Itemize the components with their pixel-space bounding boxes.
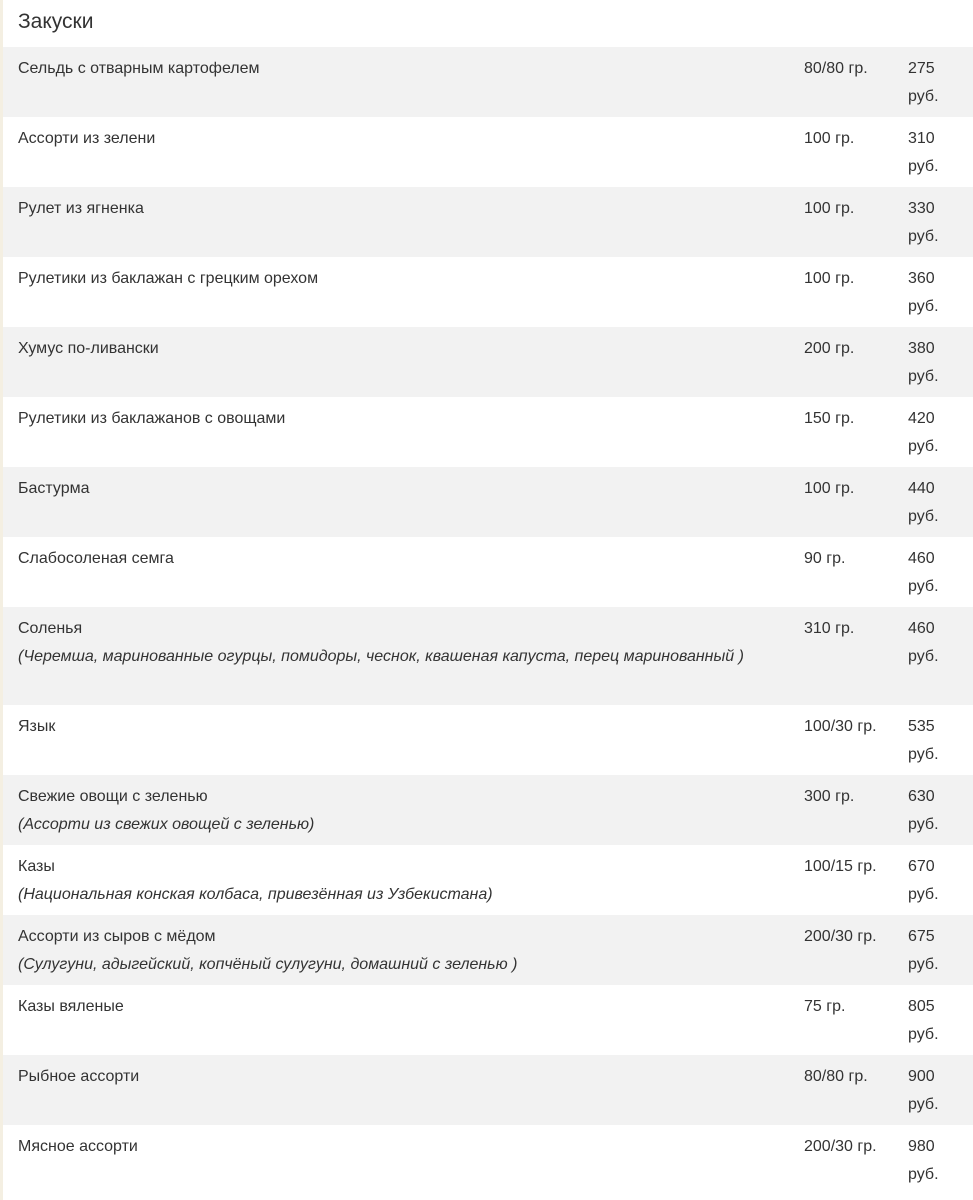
item-currency: руб. — [908, 298, 939, 315]
menu-row — [3, 47, 973, 117]
item-description: (Ассорти из свежих овощей с зеленью) — [18, 816, 315, 833]
item-name: Сельдь с отварным картофелем — [18, 60, 260, 77]
item-description: (Национальная конская колбаса, привезённая из Узбекистана) — [18, 886, 493, 903]
menu-row — [3, 985, 973, 1055]
section-title: Закуски — [18, 10, 94, 33]
item-price: 670 — [908, 858, 935, 875]
menu-row — [3, 1055, 973, 1125]
item-weight: 100/30 гр. — [804, 718, 877, 735]
item-currency: руб. — [908, 88, 939, 105]
item-name: Рыбное ассорти — [18, 1068, 140, 1085]
item-name: Мясное ассорти — [18, 1138, 138, 1155]
item-name: Соленья — [18, 620, 83, 637]
item-weight: 200/30 гр. — [804, 1138, 877, 1155]
menu-row — [3, 1125, 973, 1195]
item-weight: 75 гр. — [804, 998, 846, 1015]
item-currency: руб. — [908, 1096, 939, 1113]
item-weight: 310 гр. — [804, 620, 855, 637]
item-price: 420 — [908, 410, 935, 427]
item-price: 310 — [908, 130, 935, 147]
menu-row — [3, 327, 973, 397]
item-weight: 100 гр. — [804, 130, 855, 147]
menu-row — [3, 705, 973, 775]
item-weight: 80/80 гр. — [804, 1068, 868, 1085]
item-name: Казы вяленые — [18, 998, 124, 1015]
item-currency: руб. — [908, 746, 939, 763]
item-weight: 200/30 гр. — [804, 928, 877, 945]
menu-row — [3, 537, 973, 607]
item-description: (Черемша, маринованные огурцы, помидоры, чеснок, квашеная капуста, перец маринованный ) — [18, 648, 744, 665]
item-name: Рулетики из баклажанов с овощами — [18, 410, 286, 427]
item-price: 630 — [908, 788, 935, 805]
menu-row — [3, 397, 973, 467]
item-currency: руб. — [908, 816, 939, 833]
item-weight: 100 гр. — [804, 200, 855, 217]
item-name: Хумус по-ливански — [18, 340, 159, 357]
item-currency: руб. — [908, 648, 939, 665]
item-name: Рулет из ягненка — [18, 200, 144, 217]
menu-row — [3, 117, 973, 187]
item-name: Казы — [18, 858, 55, 875]
item-currency: руб. — [908, 956, 939, 973]
item-weight: 200 гр. — [804, 340, 855, 357]
menu-row — [3, 257, 973, 327]
item-currency: руб. — [908, 158, 939, 175]
item-price: 330 — [908, 200, 935, 217]
item-weight: 100 гр. — [804, 270, 855, 287]
item-name: Слабосоленая семга — [18, 550, 174, 567]
item-weight: 80/80 гр. — [804, 60, 868, 77]
item-price: 380 — [908, 340, 935, 357]
item-name: Рулетики из баклажан с грецким орехом — [18, 270, 319, 287]
item-currency: руб. — [908, 368, 939, 385]
item-price: 360 — [908, 270, 935, 287]
item-price: 535 — [908, 718, 935, 735]
item-weight: 150 гр. — [804, 410, 855, 427]
item-currency: руб. — [908, 578, 939, 595]
item-weight: 100/15 гр. — [804, 858, 877, 875]
item-currency: руб. — [908, 1026, 939, 1043]
menu-row — [3, 467, 973, 537]
menu-row — [3, 187, 973, 257]
item-currency: руб. — [908, 1166, 939, 1183]
item-price: 980 — [908, 1138, 935, 1155]
item-weight: 300 гр. — [804, 788, 855, 805]
item-price: 900 — [908, 1068, 935, 1085]
item-name: Ассорти из сыров с мёдом — [18, 928, 216, 945]
item-name: Бастурма — [18, 480, 90, 497]
item-price: 460 — [908, 620, 935, 637]
item-price: 460 — [908, 550, 935, 567]
menu-section — [3, 0, 973, 1195]
item-price: 275 — [908, 60, 935, 77]
item-currency: руб. — [908, 886, 939, 903]
item-name: Ассорти из зелени — [18, 130, 156, 147]
menu-row — [3, 607, 973, 705]
item-name: Свежие овощи с зеленью — [18, 788, 208, 805]
item-weight: 100 гр. — [804, 480, 855, 497]
item-currency: руб. — [908, 508, 939, 525]
item-price: 805 — [908, 998, 935, 1015]
item-currency: руб. — [908, 228, 939, 245]
item-description: (Сулугуни, адыгейский, копчёный сулугуни, домашний с зеленью ) — [18, 956, 518, 973]
item-name: Язык — [18, 718, 56, 735]
menu-row — [3, 915, 973, 985]
menu-row — [3, 845, 973, 915]
item-weight: 90 гр. — [804, 550, 846, 567]
item-price: 440 — [908, 480, 935, 497]
item-currency: руб. — [908, 438, 939, 455]
item-price: 675 — [908, 928, 935, 945]
menu-row — [3, 775, 973, 845]
